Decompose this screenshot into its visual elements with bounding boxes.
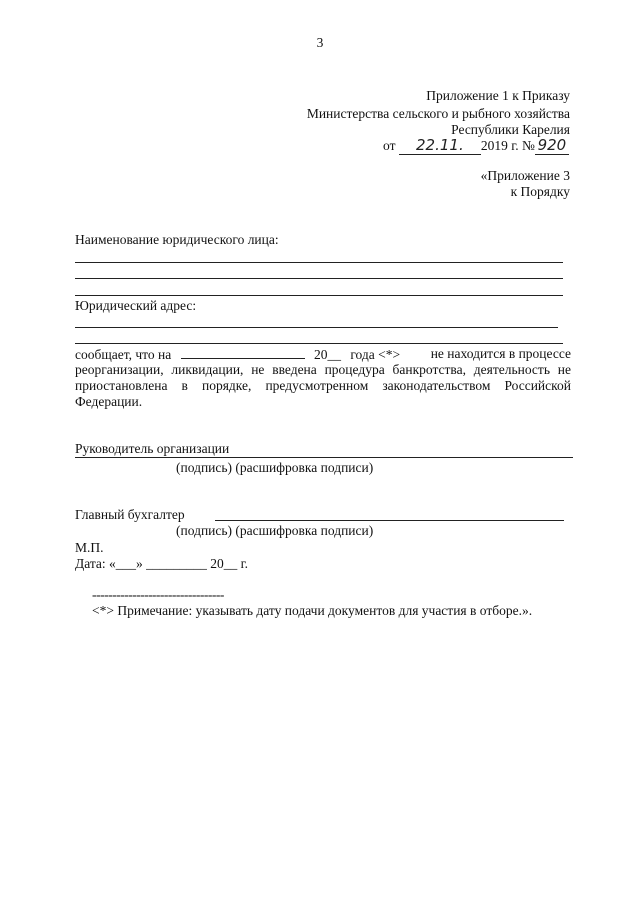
org-name-label: Наименование юридического лица: (75, 232, 279, 247)
handwritten-date: 22.11. (416, 136, 464, 154)
accountant-signature-line (215, 520, 564, 521)
statement-year-prefix: 20__ (313, 347, 341, 362)
date-prefix: от (383, 138, 396, 153)
appendix-line-2: к Порядку (510, 184, 570, 199)
date-field (399, 136, 481, 155)
header-line-3: Республики Карелия (451, 122, 570, 137)
page-number: 3 (316, 35, 324, 50)
org-name-line-2 (75, 278, 563, 279)
head-of-organization-label: Руководитель организации (75, 441, 230, 456)
footnote-text: <*> Примечание: указывать дату подачи документов для участия в отборе.». (92, 603, 533, 618)
signing-date-line: Дата: «___» _________ 20__ г. (75, 556, 249, 571)
chief-accountant-label: Главный бухгалтер (75, 507, 185, 522)
org-name-line-1 (75, 262, 563, 263)
statement-year-word: года <*> (350, 347, 401, 362)
statement-line-4: Федерации. (75, 394, 143, 409)
org-name-line-3 (75, 295, 563, 296)
appendix-line-1: «Приложение 3 (480, 168, 570, 183)
stamp-place-label: М.П. (75, 540, 104, 555)
head-signature-line (75, 457, 573, 458)
legal-address-line-2 (75, 343, 563, 344)
accountant-signature-caption: (подпись) (расшифровка подписи) (176, 523, 374, 538)
statement-date-blank (181, 346, 305, 359)
statement-line-1 (75, 346, 571, 363)
statement-line-3: приостановлена в порядке, предусмотренном законодательством Российской (75, 378, 571, 393)
handwritten-number: 920 (537, 136, 567, 154)
legal-address-line-1 (75, 327, 558, 328)
number-sign: № (522, 138, 535, 153)
statement-line-2: реорганизации, ликвидации, не введена процедура банкротства, деятельность не (75, 362, 571, 377)
header-line-1: Приложение 1 к Приказу (426, 88, 570, 103)
statement-reports-that: сообщает, что на (75, 347, 172, 362)
head-signature-caption: (подпись) (расшифровка подписи) (176, 460, 374, 475)
statement-line-1-tail: не находится в процессе (430, 346, 571, 361)
legal-address-label: Юридический адрес: (75, 298, 197, 313)
order-date-row (383, 136, 569, 155)
number-field (535, 136, 569, 155)
footnote-separator: --------------------------------- (92, 587, 224, 602)
date-year: 2019 г. (480, 138, 519, 153)
header-line-2: Министерства сельского и рыбного хозяйства (306, 106, 570, 121)
